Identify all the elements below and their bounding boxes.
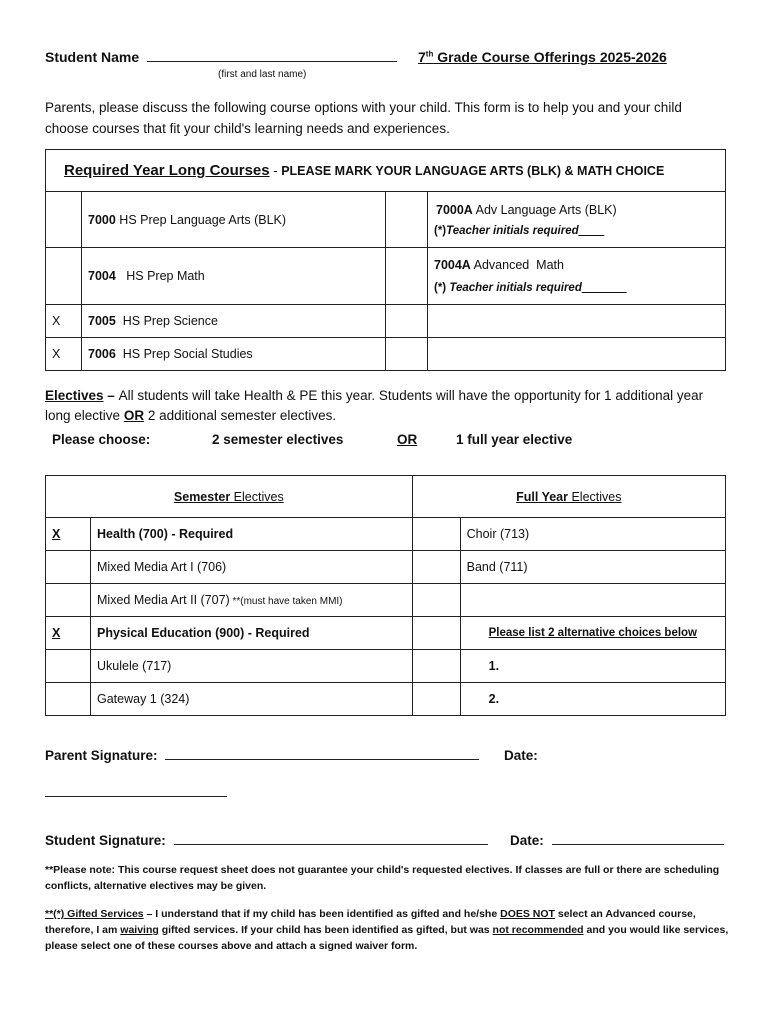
required-course-cell (82, 305, 386, 338)
title-grade: 7 (418, 49, 426, 65)
required-dash: - (269, 163, 282, 178)
adv-course-name: Adv Language Arts (BLK) (472, 202, 617, 217)
course-name: HS Prep Math (115, 269, 205, 283)
gifted-text-2: select an Advanced course, therefore, I am (45, 908, 696, 936)
student-date-field[interactable] (552, 843, 724, 845)
gifted-text-4: and you would like services, please select one of these courses above and attach a signed waiver form. (45, 924, 729, 952)
adv-course-name: Advanced Math (470, 258, 564, 272)
advanced-mark-cell[interactable] (386, 192, 428, 248)
alternative-choice-1[interactable]: 1. (460, 650, 725, 683)
full-year-mark-cell[interactable] (412, 518, 460, 551)
student-name-hint: (first and last name) (218, 69, 307, 80)
required-course-cell (82, 338, 386, 371)
course-code: 7005 (88, 314, 116, 328)
course-name: HS Prep Science (115, 314, 218, 328)
electives-dash: – (103, 388, 119, 403)
page-title (418, 49, 667, 65)
electives-label: Electives (45, 388, 104, 403)
full-year-course-cell (460, 584, 725, 617)
required-instruction: PLEASE MARK YOUR LANGUAGE ARTS (BLK) & MATH CHOICE (281, 164, 665, 178)
alternative-choices-label: Please list 2 alternative choices below (460, 617, 725, 650)
teacher-note-prefix: (*) (434, 282, 450, 294)
semester-course-cell: Gateway 1 (324) (91, 683, 413, 716)
teacher-note: Teacher initials required (449, 282, 582, 294)
gifted-waiving: waiving (120, 924, 159, 936)
gifted-text-3: gifted services. If your child has been identified as gifted, but was (158, 924, 493, 936)
semester-mark-cell[interactable]: X (46, 518, 91, 551)
course-code: 7006 (88, 347, 116, 361)
empty-cell (428, 305, 726, 338)
gifted-label: **(*) Gifted Services (45, 908, 144, 920)
adv-course-code: 7004A (434, 258, 471, 272)
required-course-cell (82, 248, 386, 305)
full-year-header (412, 476, 725, 518)
choice-semester[interactable]: 2 semester electives (212, 432, 344, 447)
choice-or: OR (397, 432, 418, 447)
empty-cell (428, 338, 726, 371)
teacher-initials-field[interactable]: ____ (578, 224, 605, 237)
required-courses-table (45, 149, 726, 371)
student-name-label: Student Name (45, 49, 140, 65)
semester-header (46, 476, 413, 518)
required-mark-cell[interactable]: X (46, 338, 82, 371)
semester-course-cell: Mixed Media Art I (706) (91, 551, 413, 584)
full-year-course-cell: Band (711) (460, 551, 725, 584)
semester-course-cell: Ukulele (717) (91, 650, 413, 683)
adv-course-code: 7000A (436, 202, 473, 217)
prerequisite-note: **(must have taken MMI) (229, 596, 343, 607)
course-code: 7000 (88, 212, 116, 227)
title-rest: Grade Course Offerings 2025-2026 (433, 49, 667, 65)
student-name-row (45, 49, 397, 65)
choice-full-year[interactable]: 1 full year elective (456, 432, 573, 447)
gifted-not-recommended: not recommended (492, 924, 584, 936)
parent-signature-field[interactable] (165, 758, 479, 760)
full-year-mark-cell[interactable] (412, 551, 460, 584)
required-mark-cell[interactable] (46, 192, 82, 248)
semester-head-bold: Semester (173, 489, 231, 504)
advanced-course-cell (428, 192, 726, 248)
semester-mark-cell[interactable] (46, 683, 91, 716)
empty-cell (386, 305, 428, 338)
parent-signature-label: Parent Signature: (45, 748, 158, 763)
student-signature-label: Student Signature: (45, 833, 166, 848)
course-name: HS Prep Social Studies (115, 347, 253, 361)
semester-course-cell: Physical Education (900) - Required (91, 617, 413, 650)
full-year-mark-cell[interactable] (412, 650, 460, 683)
gifted-text-1: – I understand that if my child has been identified as gifted and he/she (143, 908, 501, 920)
electives-text-2: 2 additional semester electives. (144, 408, 337, 423)
empty-cell (386, 338, 428, 371)
semester-course-cell: Health (700) - Required (91, 518, 413, 551)
required-header (46, 150, 726, 192)
advanced-mark-cell[interactable] (386, 248, 428, 305)
course-code: 7004 (88, 269, 116, 283)
electives-text: All students will take Health & PE this year. Students will have the opportunity for 1 additional year long elective (45, 388, 704, 423)
semester-course-cell (91, 584, 413, 617)
semester-course-name: Mixed Media Art II (707) (97, 593, 230, 607)
semester-mark-cell[interactable] (46, 650, 91, 683)
full-year-mark-cell[interactable] (412, 617, 460, 650)
intro-paragraph: Parents, please discuss the following course options with your child. This form is to help you and your child choose courses that fit your child's learning needs and experiences. (45, 100, 682, 136)
full-head-rest: Electives (568, 489, 622, 504)
semester-mark-cell[interactable] (46, 584, 91, 617)
parent-date-field[interactable] (45, 796, 227, 797)
required-heading: Required Year Long Courses (64, 162, 270, 179)
advanced-course-cell (428, 248, 726, 305)
semester-head-rest: Electives (230, 489, 284, 504)
teacher-note-prefix: (*) (434, 224, 447, 237)
student-signature-row (45, 833, 488, 848)
full-head-bold: Full Year (516, 489, 568, 504)
student-date-label: Date: (510, 833, 544, 848)
parent-date-label: Date: (504, 748, 538, 763)
parent-signature-row (45, 748, 479, 763)
required-course-cell (82, 192, 386, 248)
semester-mark-cell[interactable]: X (46, 617, 91, 650)
required-mark-cell[interactable] (46, 248, 82, 305)
full-year-mark-cell[interactable] (412, 683, 460, 716)
alternative-choice-2[interactable]: 2. (460, 683, 725, 716)
semester-mark-cell[interactable] (46, 551, 91, 584)
gifted-does-not: DOES NOT (500, 908, 555, 920)
title-sup: th (425, 49, 434, 59)
gifted-services-note (45, 906, 730, 954)
electives-or: OR (123, 408, 145, 423)
full-year-mark-cell[interactable] (412, 584, 460, 617)
electives-table (45, 475, 726, 716)
course-request-note: **Please note: This course request sheet does not guarantee your child's requested electives. If classes are full or there are scheduling conflicts, alternative electives may be given. (45, 864, 720, 892)
full-year-course-cell: Choir (713) (460, 518, 725, 551)
teacher-initials-field[interactable]: _______ (581, 282, 627, 294)
student-name-field[interactable] (147, 60, 397, 62)
electives-paragraph (45, 386, 730, 426)
student-date-row (510, 833, 724, 848)
teacher-note: Teacher initials required (446, 224, 579, 237)
student-signature-field[interactable] (174, 843, 488, 845)
course-name: HS Prep Language Arts (BLK) (115, 212, 287, 227)
required-mark-cell[interactable]: X (46, 305, 82, 338)
choose-label: Please choose: (52, 432, 151, 447)
